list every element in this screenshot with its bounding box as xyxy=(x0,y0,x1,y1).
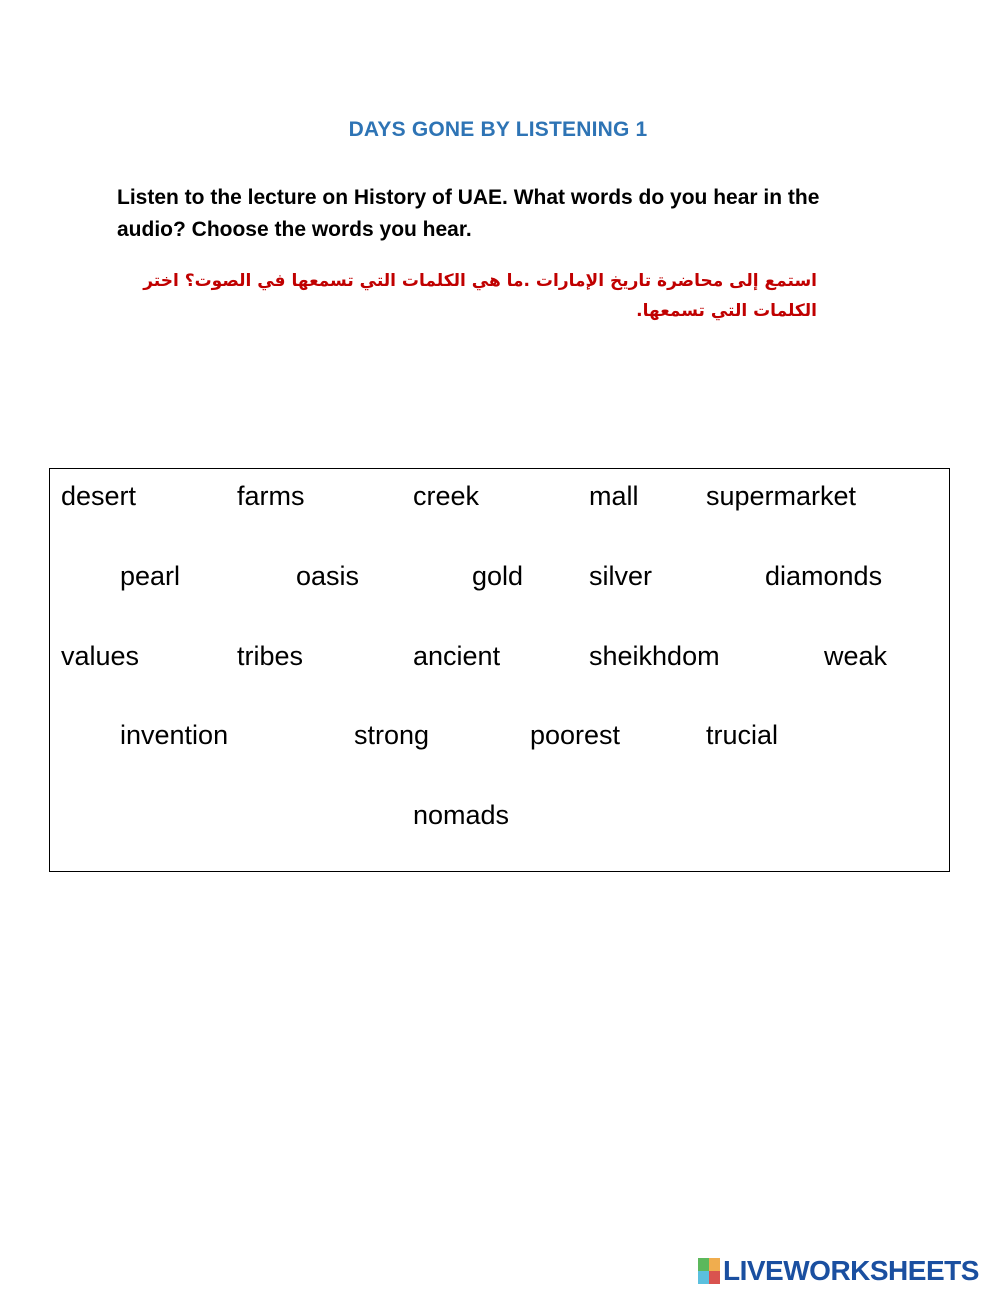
word-option[interactable]: ancient xyxy=(413,641,501,671)
instruction-arabic-text: استمع إلى محاضرة تاريخ الإمارات .ما هي الكلمات التي تسمعها في الصوت؟ اختر الكلمات التي تسمعها. xyxy=(143,271,817,321)
word-option[interactable]: values xyxy=(61,641,140,671)
liveworksheets-logo-icon xyxy=(698,1258,720,1284)
word-option[interactable]: strong xyxy=(354,720,430,750)
word-option[interactable]: trucial xyxy=(706,720,779,750)
instruction-text: Listen to the lecture on History of UAE. What words do you hear in the audio? Choose the words you hear. xyxy=(117,186,820,241)
word-option[interactable]: silver xyxy=(589,561,653,591)
logo-text: LIVEWORKSHEETS xyxy=(723,1255,979,1286)
word-option[interactable]: sheikhdom xyxy=(589,641,720,671)
word-option[interactable]: poorest xyxy=(530,720,621,750)
liveworksheets-logo xyxy=(698,1256,979,1286)
word-option[interactable]: pearl xyxy=(120,561,181,591)
word-option[interactable]: gold xyxy=(472,561,524,591)
word-option[interactable]: weak xyxy=(824,641,888,671)
word-option[interactable]: mall xyxy=(589,481,639,511)
word-option[interactable]: farms xyxy=(237,481,305,511)
worksheet-title: DAYS GONE BY LISTENING 1 xyxy=(348,118,648,141)
word-option[interactable]: tribes xyxy=(237,641,304,671)
word-option[interactable]: diamonds xyxy=(765,561,883,591)
word-bank-box xyxy=(49,468,950,872)
word-option[interactable]: creek xyxy=(413,481,480,511)
word-option[interactable]: supermarket xyxy=(706,481,857,511)
word-option[interactable]: invention xyxy=(120,720,229,750)
word-option[interactable]: nomads xyxy=(413,800,510,830)
word-option[interactable]: oasis xyxy=(296,561,360,591)
word-option[interactable]: desert xyxy=(61,481,137,511)
